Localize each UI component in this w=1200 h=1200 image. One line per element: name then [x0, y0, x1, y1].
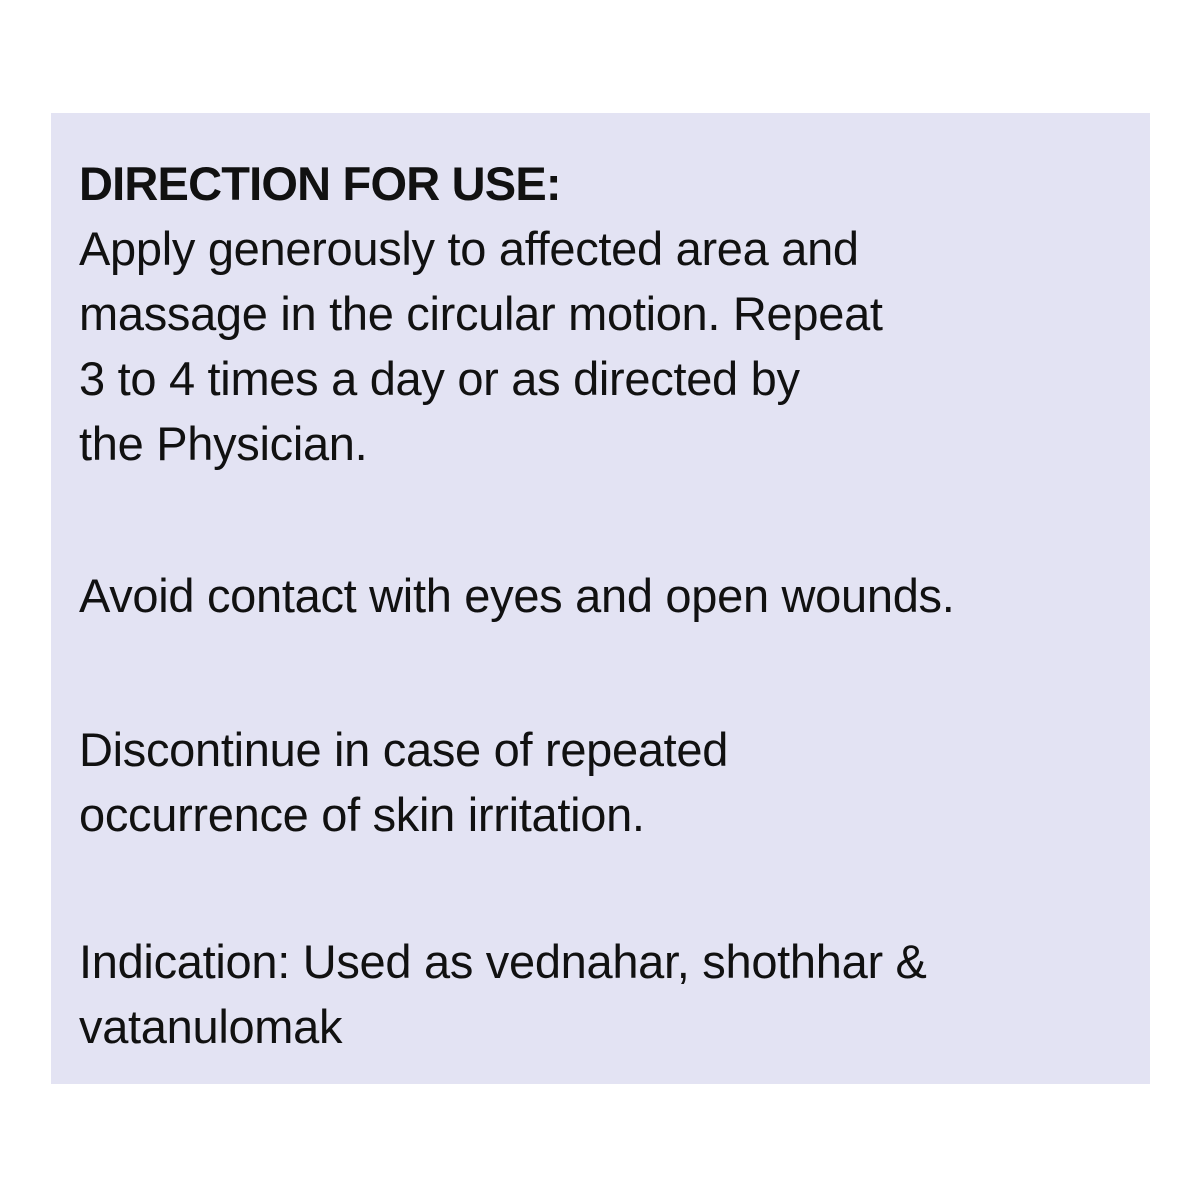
indication-line: Indication: Used as vednahar, shothhar & — [79, 935, 927, 988]
directions-line: Apply generously to affected area and — [79, 222, 859, 275]
label-panel — [51, 113, 1150, 1084]
warning-text: Avoid contact with eyes and open wounds. — [79, 569, 955, 622]
indication-paragraph — [79, 929, 927, 1059]
directions-paragraph — [79, 216, 883, 476]
directions-line: the Physician. — [79, 417, 368, 470]
indication-line: vatanulomak — [79, 1000, 343, 1053]
direction-heading: DIRECTION FOR USE: — [79, 157, 561, 210]
discontinue-line: occurrence of skin irritation. — [79, 788, 645, 841]
discontinue-line: Discontinue in case of repeated — [79, 723, 729, 776]
directions-line: massage in the circular motion. Repeat — [79, 287, 883, 340]
directions-line: 3 to 4 times a day or as directed by — [79, 352, 800, 405]
discontinue-paragraph — [79, 717, 728, 847]
